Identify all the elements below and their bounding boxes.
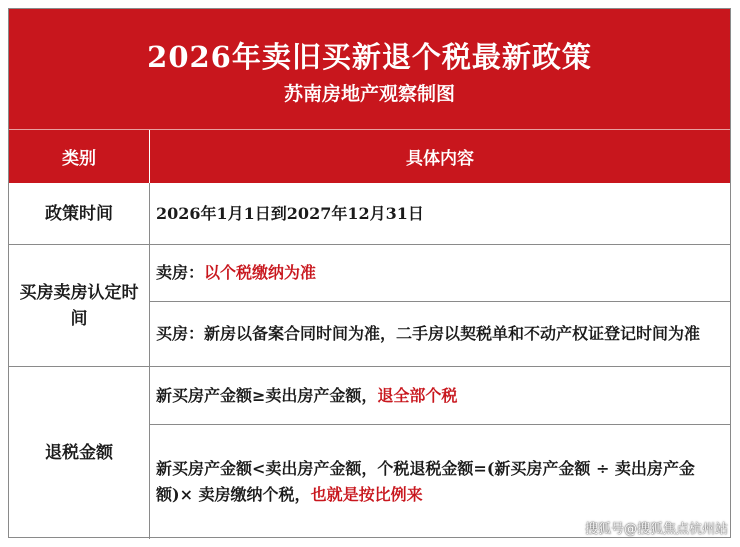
content-policy-period: 2026年1月1日到2027年12月31日 xyxy=(150,183,730,245)
case1-highlight: 退全部个税 xyxy=(377,385,458,405)
category-determination-time: 买房卖房认定时间 xyxy=(9,245,150,367)
title-banner xyxy=(9,9,730,129)
column-header-content: 具体内容 xyxy=(406,149,474,169)
policy-table-frame xyxy=(8,8,731,538)
category-policy-period: 政策时间 xyxy=(9,183,150,245)
sell-prefix: 卖房： xyxy=(156,263,205,282)
table-header-row xyxy=(9,129,730,183)
content-refund-case-1 xyxy=(150,367,730,425)
case2-text: 新买房产金额<卖出房产金额，个税退税金额=(新买房产金额 ÷ 卖出房产金额)× 卖房缴纳个税， xyxy=(156,459,695,504)
source-watermark: 搜狐号@搜狐焦点杭州站 xyxy=(584,522,728,537)
category-refund-amount: 退税金额 xyxy=(9,367,150,539)
page-title: 2026年卖旧买新退个税最新政策 xyxy=(147,40,592,74)
column-header-category: 类别 xyxy=(9,130,150,183)
content-sell-house xyxy=(150,245,730,302)
sell-highlight: 以个税缴纳为准 xyxy=(204,263,317,282)
content-buy-house: 买房：新房以备案合同时间为准，二手房以契税单和不动产权证登记时间为准 xyxy=(150,302,730,367)
case1-text: 新买房产金额≥卖出房产金额， xyxy=(156,385,378,405)
case2-highlight: 也就是按比例来 xyxy=(310,485,423,504)
page-subtitle: 苏南房地产观察制图 xyxy=(283,83,455,105)
